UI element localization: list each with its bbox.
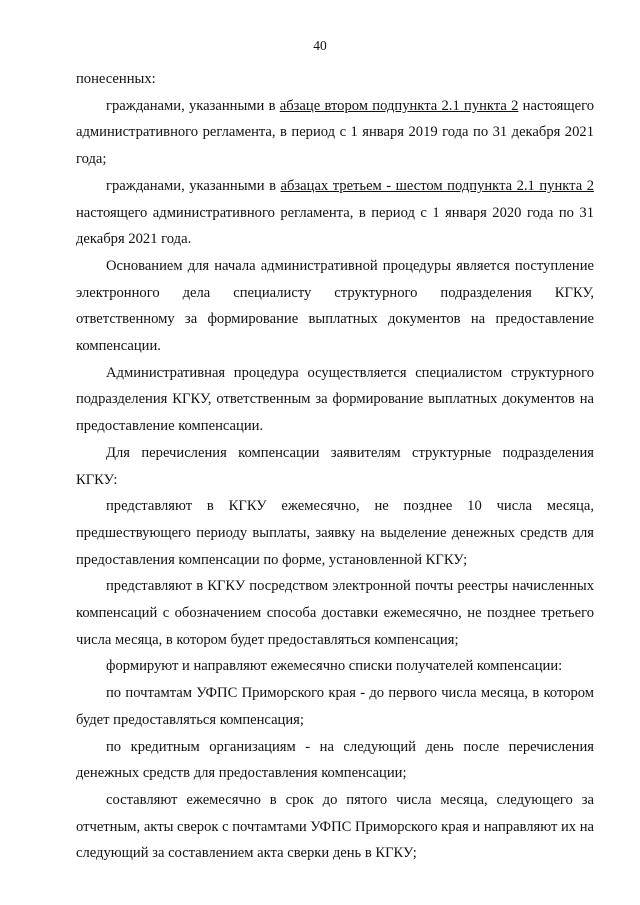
paragraph — [76, 734, 594, 787]
paragraph — [76, 573, 594, 653]
paragraph — [76, 653, 594, 680]
paragraph — [76, 680, 594, 733]
text-run: по почтамтам УФПС Приморского края - до первого числа месяца, в котором будет предоставляться компенсация; — [76, 685, 594, 728]
text-run: Административная процедура осуществляется специалистом структурного подразделения КГКУ, ответственным за формирование выплатных документов на предоставление компенсации. — [76, 364, 594, 435]
text-run: представляют в КГКУ посредством электронной почты реестры начисленных компенсаций с обозначением способа доставки ежемесячно, не позднее третьего числа месяца, в котором будет предоставляться компенсация; — [76, 578, 594, 648]
regulation-reference-link[interactable]: абзаце втором подпункта 2.1 пункта 2 — [279, 97, 519, 114]
paragraph — [76, 787, 594, 867]
text-run: настоящего административного регламента, в период с 1 января 2020 года по 31 декабря 2021 года. — [76, 204, 594, 248]
paragraph — [76, 493, 594, 573]
text-run: понесенных: — [76, 71, 156, 87]
text-run: Для перечисления компенсации заявителям структурные подразделения КГКУ: — [76, 444, 594, 488]
text-run: Основанием для начала административной процедуры является поступление электронного дела специалисту структурного подразделения КГКУ, ответственному за формирование выплатных документов на предоставление компенсации. — [76, 257, 594, 355]
paragraph — [76, 66, 594, 93]
paragraph — [76, 440, 594, 493]
paragraph — [76, 173, 594, 253]
page-number: 40 — [313, 38, 327, 53]
text-run: составляют ежемесячно в срок до пятого числа месяца, следующего за отчетным, акты сверок с почтамтами УФПС Приморского края и направляют их на следующий за составлением акта сверки день в КГКУ; — [76, 791, 595, 862]
document-body — [76, 66, 594, 867]
text-run: формируют и направляют ежемесячно списки получателей компенсации: — [106, 658, 563, 675]
paragraph — [76, 360, 594, 440]
regulation-reference-link[interactable]: абзацах третьем - шестом подпункта 2.1 пункта 2 — [280, 177, 595, 194]
text-run: гражданами, указанными в — [106, 97, 280, 114]
paragraph — [76, 93, 594, 173]
text-run: гражданами, указанными в — [106, 177, 281, 194]
text-run: настоящего административного регламента, в период с 1 января 2019 года по 31 декабря 2021 года; — [76, 97, 594, 168]
text-run: по кредитным организациям - на следующий день после перечисления денежных средств для предоставления компенсации; — [76, 738, 594, 782]
paragraph — [76, 253, 594, 360]
text-run: представляют в КГКУ ежемесячно, не позднее 10 числа месяца, предшествующего периоду выплаты, заявку на выделение денежных средств для предоставления компенсации по форме, установленной КГКУ; — [76, 498, 594, 568]
